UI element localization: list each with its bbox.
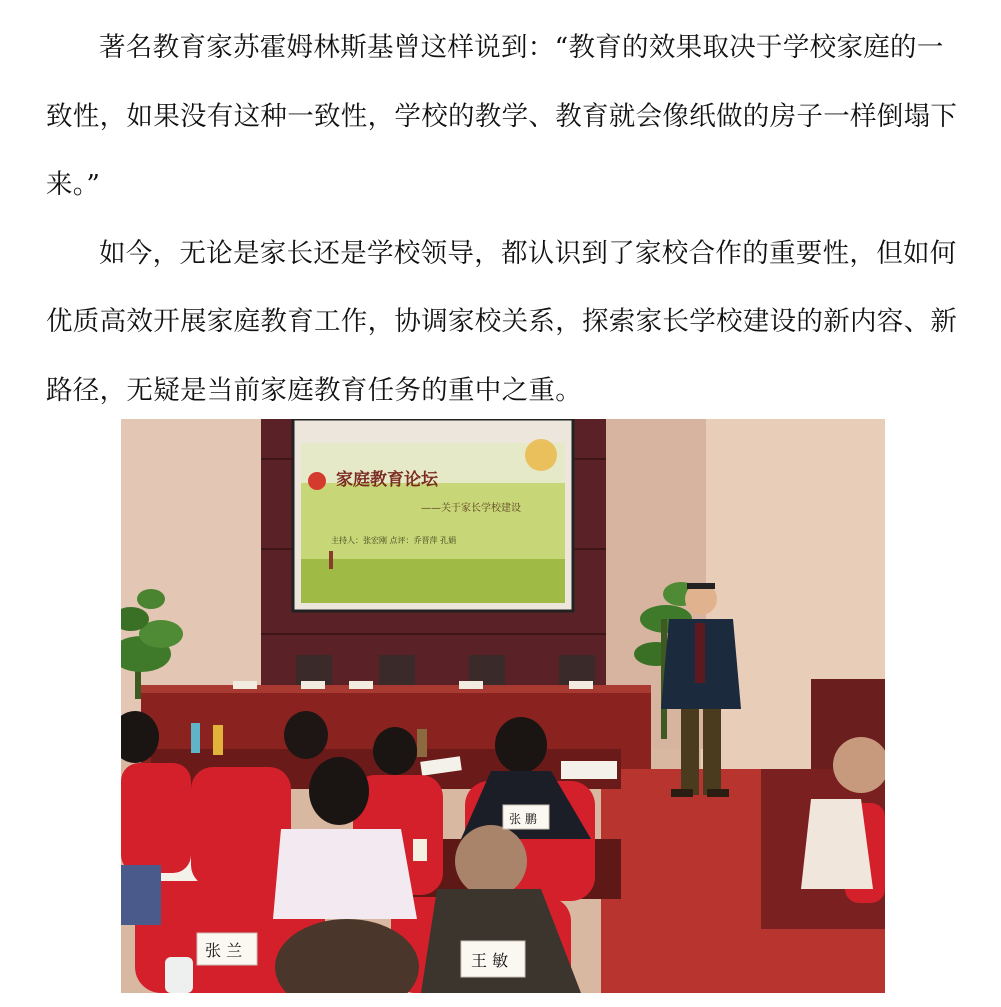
chair: [191, 767, 291, 887]
slide-title: 家庭教育论坛: [336, 470, 438, 490]
paper-cup: [413, 839, 427, 861]
slide-logo-icon: [308, 472, 326, 490]
name-card-center: 王 敏: [471, 951, 509, 970]
name-card-left: 张 兰: [205, 941, 243, 960]
thermos: [417, 729, 427, 757]
slide-hosts: 主持人：张宏刚 点评：乔晋萍 孔娟: [331, 536, 457, 545]
tea-bottle: [213, 725, 223, 755]
left-marble-wall: [121, 419, 271, 719]
slide-subtitle: ——关于家长学校建设: [421, 503, 521, 514]
meeting-photo: [121, 419, 885, 993]
meeting-photo-illustration: [121, 419, 885, 993]
water-bottle: [191, 723, 200, 753]
chair: [121, 763, 191, 873]
glass-jar: [165, 957, 193, 993]
paragraph-current-situation: 如今，无论是家长还是学校领导，都认识到了家校合作的重要性，但如何优质高效开展家庭教育工作，协调家校关系，探索家长学校建设的新内容、新路径，无疑是当前家庭教育任务的重中之重。: [46, 237, 958, 406]
paragraph-quote: 著名教育家苏霍姆林斯基曾这样说到：“教育的效果取决于学校家庭的一致性，如果没有这种一致性，学校的教学、教育就会像纸做的房子一样倒塌下来。”: [46, 32, 958, 200]
name-card-right: 张 鹏: [509, 812, 537, 826]
article-body: [46, 14, 960, 425]
